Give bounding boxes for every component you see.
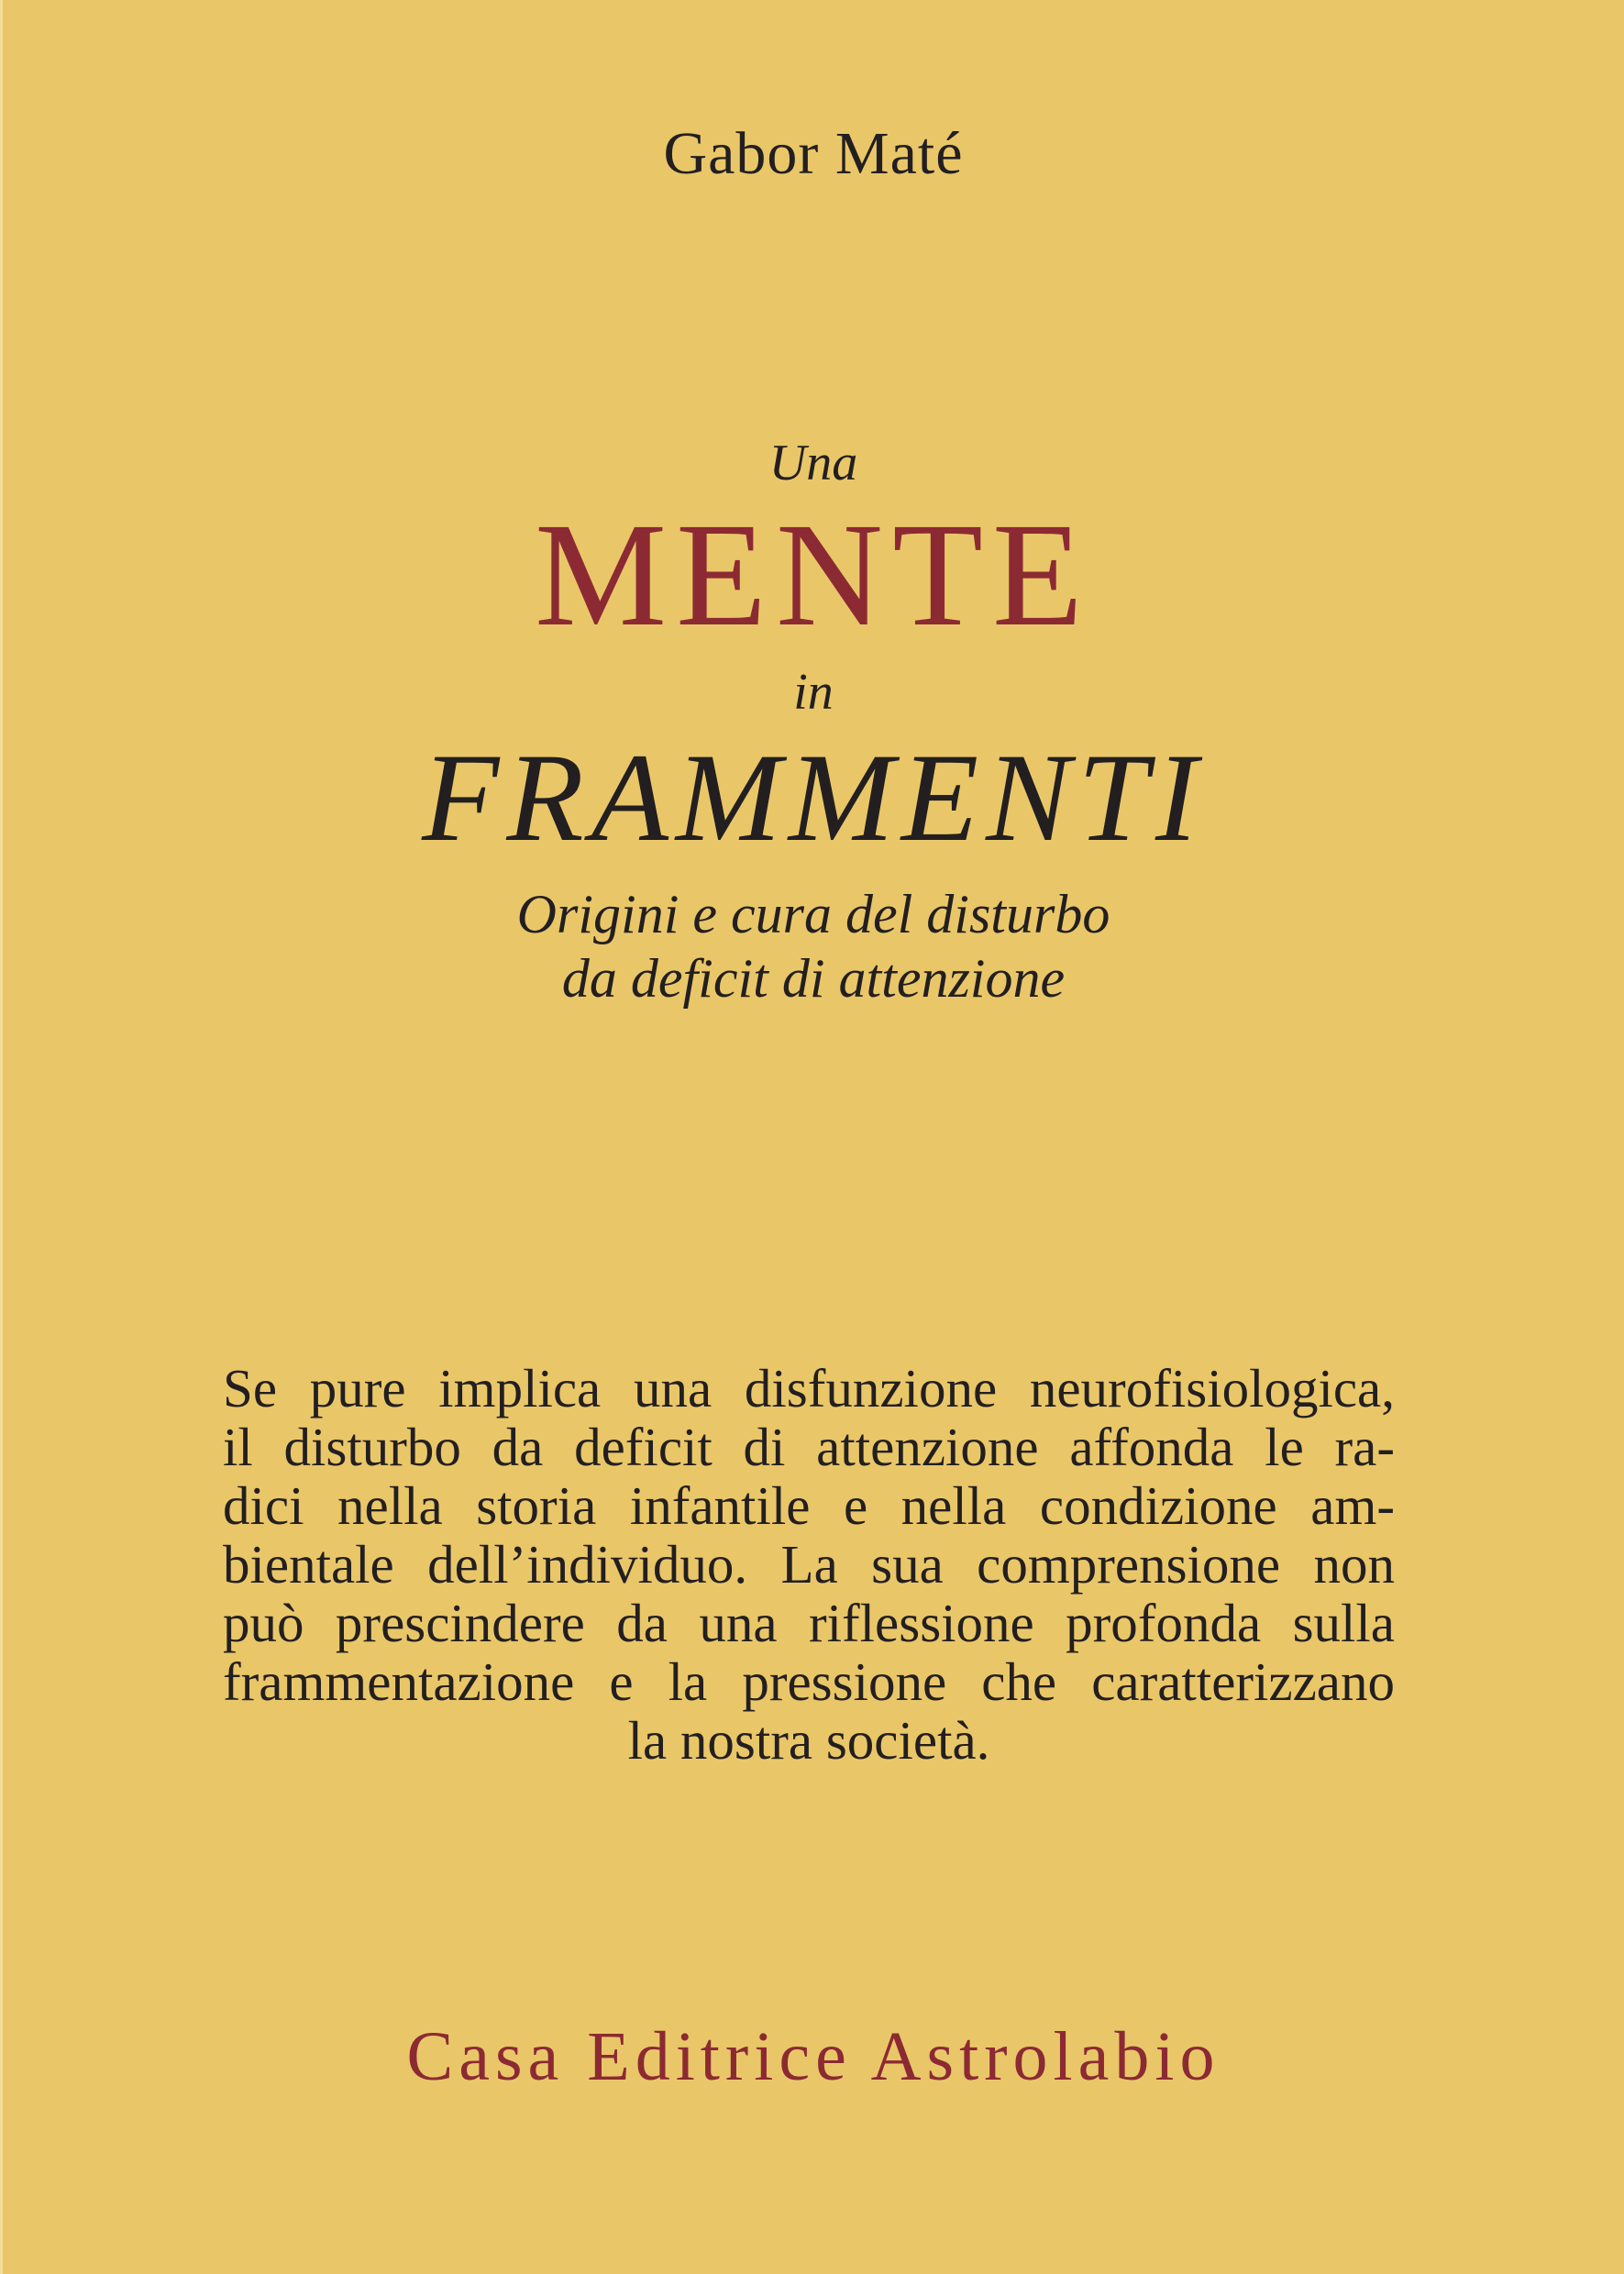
title-end-word: FRAMMENTI [422,727,1205,867]
blurb-line: dici nella storia infantile e nella condizione am- [223,1475,1395,1536]
publisher-name: Casa Editrice Astrolabio [406,2018,1221,2095]
blurb-line: il disturbo da deficit di attenzione affonda le ra- [223,1417,1395,1477]
cover-blurb [223,1359,1395,1770]
blurb-line: Se pure implica una disfunzione neurofisiologica, [223,1358,1395,1418]
title-prefix: Una [768,435,858,491]
subtitle-line-2: da deficit di attenzione [561,948,1066,1009]
title-main-word: MENTE [535,493,1092,657]
blurb-line: la nostra società. [627,1710,990,1771]
author-name: Gabor Maté [663,120,964,187]
subtitle-line-1: Origini e cura del disturbo [516,884,1110,944]
title-connector: in [793,664,834,721]
title-block [3,431,1624,1010]
blurb-line: frammentazione e la pressione che caratterizzano [223,1651,1395,1712]
blurb-line: può prescindere da una riflessione profonda sulla [223,1593,1395,1653]
blurb-line: bientale dell’individuo. La sua comprensione non [223,1534,1395,1595]
